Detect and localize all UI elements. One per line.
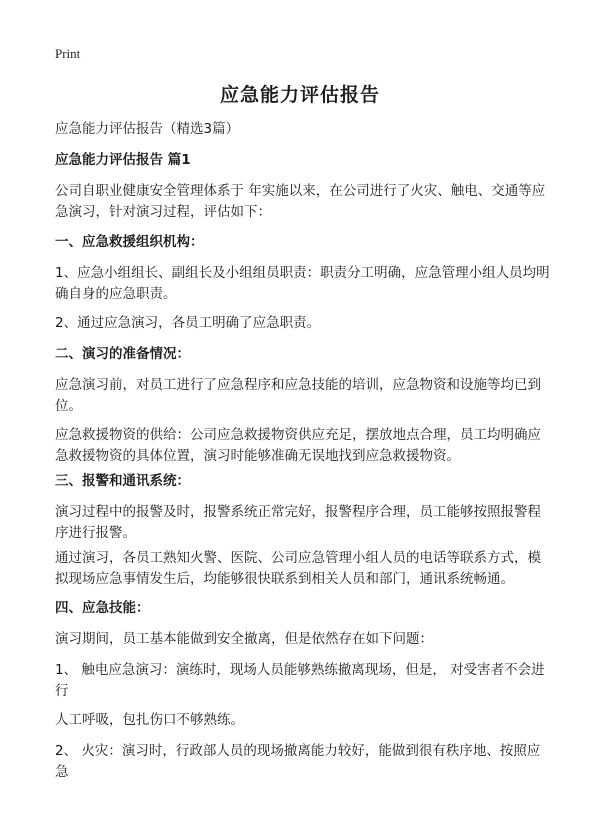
section-3-paragraph-1: 演习过程中的报警及时，报警系统正常完好，报警程序合理，员工能够按照报警程序进行报警。 <box>55 504 541 541</box>
intro-paragraph: 公司自职业健康安全管理体系于 年实施以来，在公司进行了火灾、触电、交通等应急演习，针对演习过程，评估如下： <box>55 183 546 220</box>
section-2-heading: 二、演习的准备情况： <box>55 346 190 362</box>
section-4-item-1-continued: 人工呼吸，包扎伤口不够熟练。 <box>55 712 244 728</box>
section-4-item-1: 1、 触电应急演习：演练时，现场人员能够熟练撤离现场，但是， 对受害者不会进行 <box>55 662 545 699</box>
document-subtitle: 应急能力评估报告（精选3篇） <box>55 121 240 137</box>
section-2-paragraph-2: 应急救援物资的供给：公司应急救援物资供应充足，摆放地点合理，员工均明确应急救援物资的具体位置，演习时能够准确无误地找到应急救援物资。 <box>55 427 541 464</box>
section-4-item-2: 2、 火灾：演习时，行政部人员的现场撤离能力较好，能做到很有秩序地、按照应急 <box>55 743 541 780</box>
section-3-heading: 三、报警和通讯系统： <box>55 473 190 489</box>
section-1-paragraph-2: 2、通过应急演习，各员工明确了应急职责。 <box>55 315 321 331</box>
print-label: Print <box>55 46 81 61</box>
section-1-paragraph-1: 1、应急小组组长、副组长及小组组员职责：职责分工明确，应急管理小组人员均明确自身的应急职责。 <box>55 265 550 302</box>
article-title: 应急能力评估报告 篇1 <box>55 152 191 168</box>
section-4-heading: 四、应急技能： <box>55 600 150 616</box>
section-1-heading: 一、应急救援组织机构： <box>55 234 204 250</box>
document-title: 应急能力评估报告 <box>219 84 380 106</box>
section-2-paragraph-1: 应急演习前，对员工进行了应急程序和应急技能的培训，应急物资和设施等均已到位。 <box>55 377 541 414</box>
section-4-paragraph-1: 演习期间，员工基本能做到安全撤离，但是依然存在如下问题： <box>55 631 433 647</box>
section-3-paragraph-2: 通过演习，各员工熟知火警、医院、公司应急管理小组人员的电话等联系方式，模拟现场应急事情发生后，均能够很快联系到相关人员和部门，通讯系统畅通。 <box>55 550 541 587</box>
